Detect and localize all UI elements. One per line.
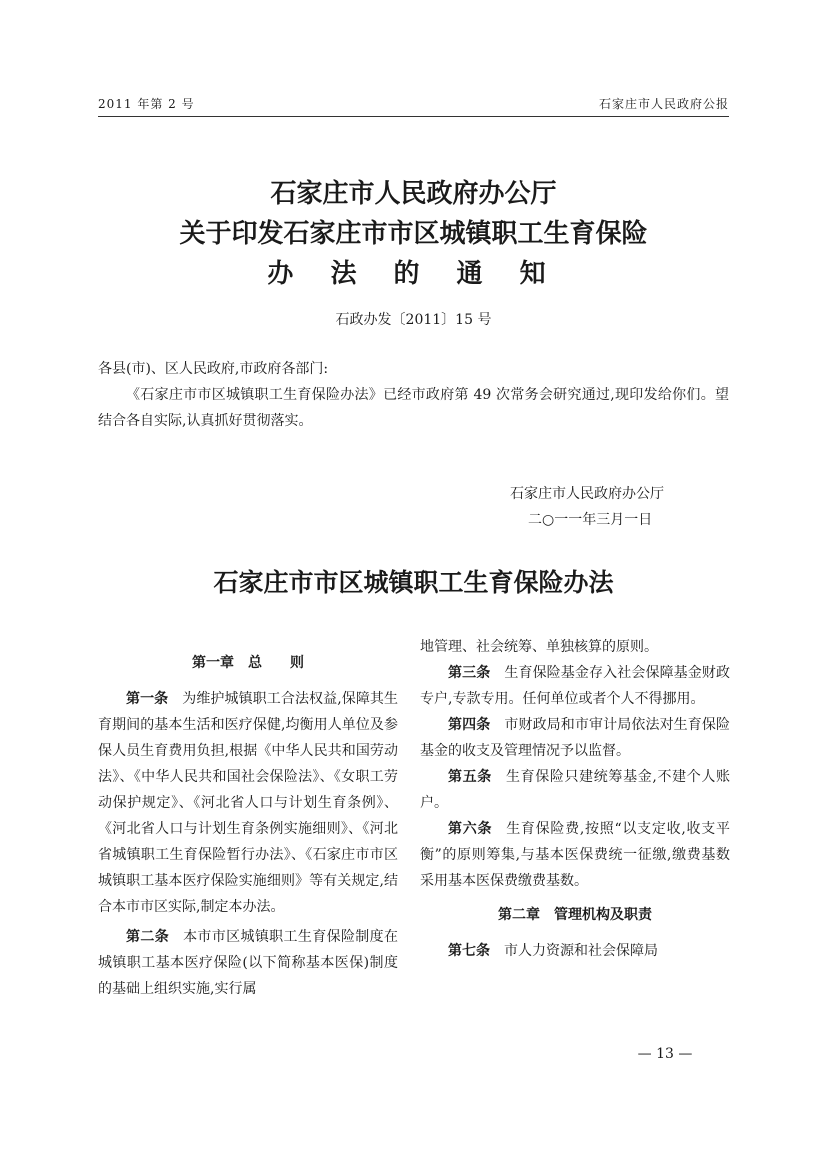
notice-title-line: 关于印发石家庄市市区城镇职工生育保险 <box>179 219 648 249</box>
article-text: 生育保险只建统筹基金,不建个人账户。 <box>420 769 731 811</box>
notice-title-line: 办 法 的 通 知 <box>267 259 560 289</box>
running-header <box>98 94 729 117</box>
article-label: 第七条 <box>448 943 490 959</box>
document-number: 石政办发〔2011〕15 号 <box>335 312 492 328</box>
signature-org: 石家庄市人民政府办公厅 <box>510 486 664 502</box>
article-continuation: 地管理、社会统筹、单独核算的原则。 <box>420 639 658 655</box>
chapter-heading: 第二章 管理机构及职责 <box>498 907 652 923</box>
signature-date: 二○一一年三月一日 <box>528 512 653 528</box>
article <box>420 816 730 894</box>
chapter-heading: 第一章 总 则 <box>192 655 304 671</box>
article-text: 生育保险基金存入社会保障基金财政专户,专款专用。任何单位或者个人不得挪用。 <box>420 665 731 707</box>
issue-number: 2011 年第 2 号 <box>98 97 195 111</box>
article-text: 本市市区城镇职工生育保险制度在城镇职工基本医疗保险(以下简称基本医保)制度的基础上组织实施,实行属 <box>98 929 399 997</box>
left-column <box>98 642 398 1002</box>
article <box>420 660 730 712</box>
notice-title <box>98 174 729 294</box>
article-label: 第五条 <box>448 769 492 785</box>
article-text: 市财政局和市审计局依法对生育保险基金的收支及管理情况予以监督。 <box>420 717 731 759</box>
article <box>420 764 730 816</box>
regulation-title: 石家庄市市区城镇职工生育保险办法 <box>213 568 614 597</box>
article-text: 市人力资源和社会保障局 <box>504 943 658 959</box>
article-label: 第四条 <box>448 717 491 733</box>
article-text: 生育保险费,按照“以支定收,收支平衡”的原则筹集,与基本医保费统一征缴,缴费基数采用基本医保费缴费基数。 <box>420 821 730 889</box>
article-text: 为维护城镇职工合法权益,保障其生育期间的基本生活和医疗保健,均衡用人单位及参保人员生育费用负担,根据《中华人民共和国劳动法》、《中华人民共和国社会保险法》、《女职工劳动保护规定》、《河北省人口与计划生育条例》、《河北省人口与计划生育条例实施细则》、《河北省城镇职工生育保险暂行办法》、《石家庄市市区城镇职工基本医疗保险实施细则》等有关规定,结合本市市区实际,制定本办法。 <box>98 691 399 915</box>
page-number: — 13 — <box>637 1046 693 1062</box>
article <box>420 712 730 764</box>
addressee: 各县(市)、区人民政府,市政府各部门: <box>98 361 329 377</box>
publication-name: 石家庄市人民政府公报 <box>598 97 729 111</box>
article-label: 第一条 <box>126 691 169 707</box>
article-label: 第六条 <box>448 821 493 837</box>
notice-body: 《石家庄市市区城镇职工生育保险办法》已经市政府第 49 次常务会研究通过,现印发给你们。望结合各自实际,认真抓好贯彻落实。 <box>98 387 729 429</box>
article-label: 第三条 <box>448 665 491 681</box>
right-column <box>420 634 730 964</box>
article <box>98 924 398 1002</box>
signature-block <box>510 481 710 533</box>
notice-title-line: 石家庄市人民政府办公厅 <box>270 179 557 209</box>
article <box>98 686 398 920</box>
article <box>420 938 730 964</box>
article-label: 第二条 <box>126 929 170 945</box>
